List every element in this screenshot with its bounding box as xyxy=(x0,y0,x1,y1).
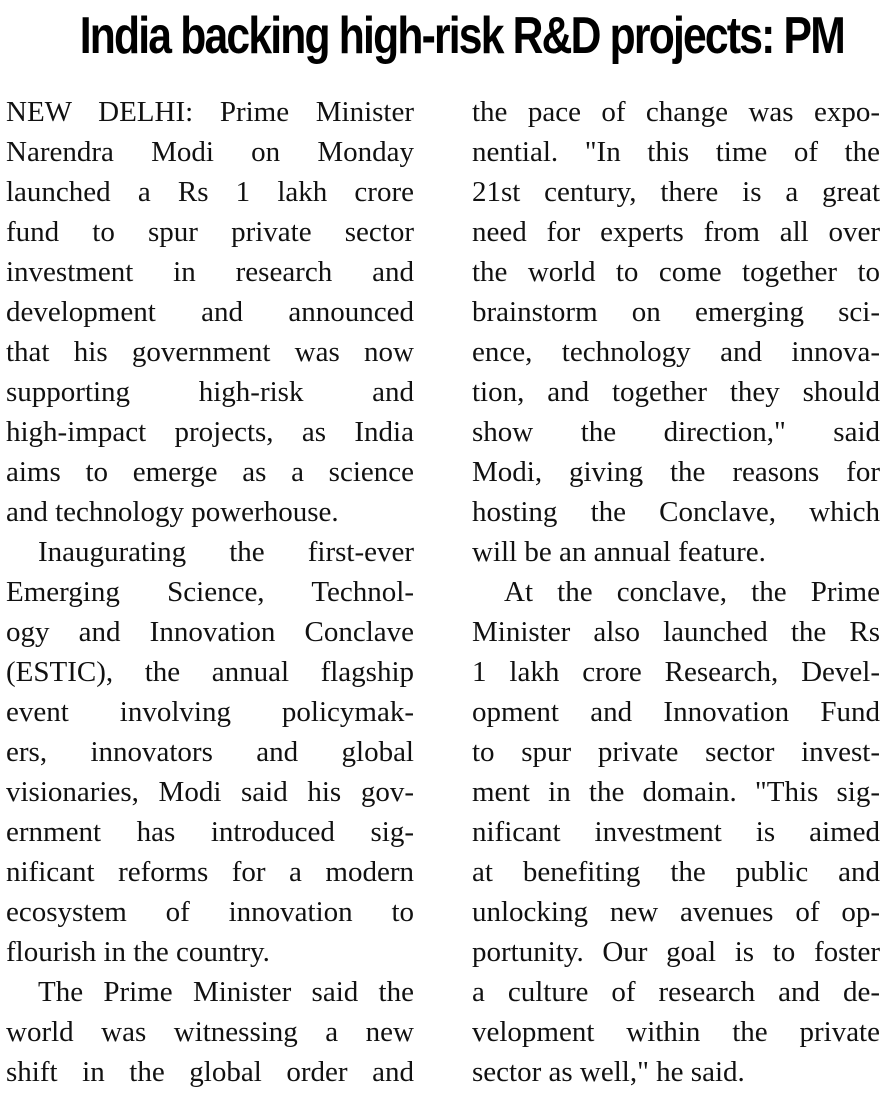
article-text-line: ers, innovators and global xyxy=(6,736,414,768)
article-text-line: ecosystem of innovation to xyxy=(6,896,414,928)
article-text-line: at benefiting the public and xyxy=(472,856,880,888)
article-text-line: shift in the global order and xyxy=(6,1056,414,1088)
article-text-line: investment in research and xyxy=(6,256,414,288)
article-text-line: development and announced xyxy=(6,296,414,328)
article-text-line: opment and Innovation Fund xyxy=(472,696,880,728)
article-text-line: 21st century, there is a great xyxy=(472,176,880,208)
article-column-right xyxy=(472,92,880,1092)
article-text-line: velopment within the private xyxy=(472,1016,880,1048)
article-text-line: event involving policymak- xyxy=(6,696,414,728)
article-text-line: sector as well," he said. xyxy=(472,1056,745,1088)
article-text-line: brainstorm on emerging sci- xyxy=(472,296,880,328)
article-text-line: a culture of research and de- xyxy=(472,976,880,1008)
article-text-line: and technology powerhouse. xyxy=(6,496,339,528)
article-text-line: flourish in the country. xyxy=(6,936,270,968)
article-text-line: world was witnessing a new xyxy=(6,1016,414,1048)
article-text-line: to spur private sector invest- xyxy=(472,736,880,768)
article-column-left xyxy=(6,92,414,1092)
article-text-line: nificant investment is aimed xyxy=(472,816,880,848)
article-text-line: ogy and Innovation Conclave xyxy=(6,616,414,648)
article-text-line: aims to emerge as a science xyxy=(6,456,414,488)
article-text-line: that his government was now xyxy=(6,336,414,368)
article-text-line: high-impact projects, as India xyxy=(6,416,414,448)
article-text-line: (ESTIC), the annual flagship xyxy=(6,656,414,688)
article-text-line: unlocking new avenues of op- xyxy=(472,896,880,928)
article-text-line: The Prime Minister said the xyxy=(38,976,414,1008)
article-text-line: Inaugurating the first-ever xyxy=(38,536,414,568)
article-text-line: need for experts from all over xyxy=(472,216,880,248)
article-text-line: Narendra Modi on Monday xyxy=(6,136,414,168)
article-headline: India backing high-risk R&D projects: PM xyxy=(79,7,844,65)
article-text-line: 1 lakh crore Research, Devel- xyxy=(472,656,880,688)
article-text-line: Modi, giving the reasons for xyxy=(472,456,880,488)
article-text-line: the pace of change was expo- xyxy=(472,96,880,128)
article-text-line: hosting the Conclave, which xyxy=(472,496,880,528)
article-text-line: the world to come together to xyxy=(472,256,880,288)
article-text-line: will be an annual feature. xyxy=(472,536,766,568)
article-text-line: Minister also launched the Rs xyxy=(472,616,880,648)
article-text-line: ernment has introduced sig- xyxy=(6,816,414,848)
article-text-line: visionaries, Modi said his gov- xyxy=(6,776,414,808)
article-text-line: show the direction," said xyxy=(472,416,880,448)
article-text-line: nential. "In this time of the xyxy=(472,136,880,168)
article-text-line: fund to spur private sector xyxy=(6,216,414,248)
article-text-line: launched a Rs 1 lakh crore xyxy=(6,176,414,208)
article-text-line: ence, technology and innova- xyxy=(472,336,880,368)
article-text-line: Emerging Science, Technol- xyxy=(6,576,414,608)
article-text-line: portunity. Our goal is to foster xyxy=(472,936,880,968)
article-text-line: At the conclave, the Prime xyxy=(504,576,880,608)
article-text-line: supporting high-risk and xyxy=(6,376,414,408)
article-text-line: tion, and together they should xyxy=(472,376,880,408)
article-text-line: NEW DELHI: Prime Minister xyxy=(6,96,414,128)
article-text-line: ment in the domain. "This sig- xyxy=(472,776,880,808)
article-text-line: nificant reforms for a modern xyxy=(6,856,414,888)
